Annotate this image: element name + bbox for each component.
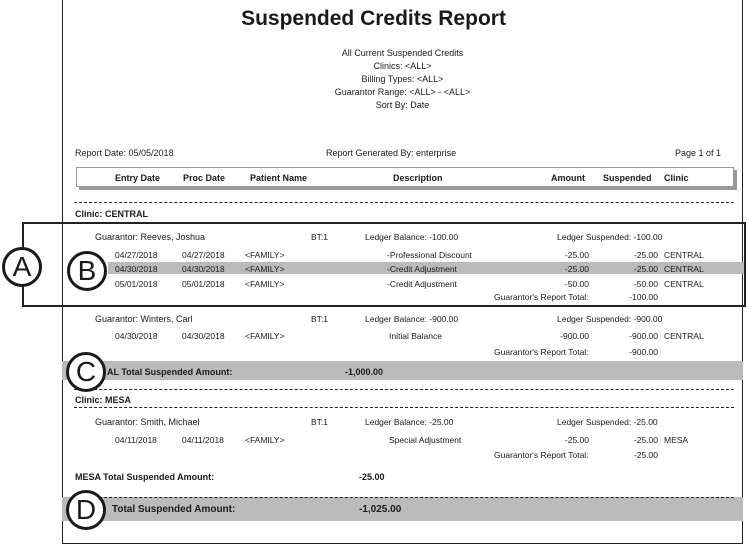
guarantor-name: Guarantor: Reeves, Joshua: [95, 232, 206, 242]
suspended: -25.00: [633, 250, 658, 260]
divider: [74, 202, 734, 203]
guarantor-total-label: Guarantor's Report Total:: [494, 347, 589, 357]
amount: -50.00: [564, 279, 589, 289]
guarantor-total-label: Guarantor's Report Total:: [494, 292, 589, 302]
clinic: CENTRAL: [664, 250, 704, 260]
report-generated-by: Report Generated By: enterprise: [326, 148, 457, 158]
divider: [74, 389, 734, 390]
guarantor-name: Guarantor: Smith, Michael: [95, 417, 200, 427]
ledger-suspended: Ledger Suspended: -900.00: [557, 314, 663, 324]
subtitle-clinics: Clinics: <ALL>: [373, 61, 432, 71]
report-date: Report Date: 05/05/2018: [75, 148, 174, 158]
page-number: Page 1 of 1: [675, 148, 722, 158]
subtitle-billing-types: Billing Types: <ALL>: [361, 74, 444, 84]
guarantor-total: -100.00: [629, 292, 658, 302]
clinic-total-label: AL Total Suspended Amount:: [107, 367, 233, 377]
divider: [74, 497, 734, 498]
patient-name: <FAMILY>: [245, 279, 285, 289]
ledger-suspended: Ledger Suspended: -100.00: [557, 232, 663, 242]
clinic-total-value: -25.00: [359, 472, 385, 482]
divider: [74, 407, 734, 408]
description: Special Adjustment: [389, 435, 462, 445]
proc-date: 04/30/2018: [182, 331, 225, 341]
suspended: -25.00: [633, 435, 658, 445]
description: Initial Balance: [389, 331, 442, 341]
subtitle-guarantor-range: Guarantor Range: <ALL> - <ALL>: [334, 87, 471, 97]
entry-date: 04/30/2018: [115, 264, 158, 274]
ledger-suspended: Ledger Suspended: -25.00: [557, 417, 658, 427]
amount: -25.00: [564, 264, 589, 274]
clinic-total-label: MESA Total Suspended Amount:: [75, 472, 215, 482]
guarantor-total: -900.00: [629, 347, 658, 357]
guarantor-name: Guarantor: Winters, Carl: [95, 314, 193, 324]
callout-a-marker: A: [2, 247, 42, 287]
col-patient-name: Patient Name: [250, 173, 308, 183]
entry-date: 05/01/2018: [115, 279, 158, 289]
amount: -900.00: [560, 331, 589, 341]
description: -Credit Adjustment: [387, 279, 457, 289]
clinic: CENTRAL: [664, 331, 704, 341]
ledger-balance: Ledger Balance: -100.00: [365, 232, 459, 242]
guarantor-total-label: Guarantor's Report Total:: [494, 450, 589, 460]
col-proc-date: Proc Date: [183, 173, 226, 183]
description: -Credit Adjustment: [387, 264, 457, 274]
subtitle-line: All Current Suspended Credits: [341, 48, 464, 58]
col-entry-date: Entry Date: [115, 173, 161, 183]
col-amount: Amount: [551, 173, 585, 183]
callout-c-marker: C: [66, 352, 106, 392]
callout-b-marker: B: [67, 251, 107, 291]
clinic: CENTRAL: [664, 264, 704, 274]
suspended: -25.00: [633, 264, 658, 274]
grand-total-value: -1,025.00: [359, 504, 402, 515]
billing-type: BT:1: [311, 232, 329, 242]
entry-date: 04/11/2018: [115, 435, 157, 445]
guarantor-total: -25.00: [633, 450, 658, 460]
amount: -25.00: [564, 250, 589, 260]
ledger-balance: Ledger Balance: -900.00: [365, 314, 459, 324]
col-clinic: Clinic: [664, 173, 689, 183]
suspended: -50.00: [633, 279, 658, 289]
ledger-balance: Ledger Balance: -25.00: [365, 417, 454, 427]
patient-name: <FAMILY>: [245, 331, 285, 341]
billing-type: BT:1: [311, 314, 329, 324]
clinic: CENTRAL: [664, 279, 704, 289]
clinic-label-central: Clinic: CENTRAL: [75, 209, 148, 219]
subtitle-sort-by: Sort By: Date: [375, 100, 430, 110]
proc-date: 04/30/2018: [182, 264, 225, 274]
col-suspended: Suspended: [603, 173, 652, 183]
clinic-label-mesa: Clinic: MESA: [75, 395, 132, 405]
patient-name: <FAMILY>: [245, 264, 285, 274]
billing-type: BT:1: [311, 417, 329, 427]
callout-d-marker: D: [66, 490, 106, 530]
col-description: Description: [393, 173, 443, 183]
entry-date: 04/27/2018: [115, 250, 158, 260]
clinic: MESA: [664, 435, 689, 445]
suspended: -900.00: [629, 331, 658, 341]
proc-date: 04/11/2018: [182, 435, 224, 445]
patient-name: <FAMILY>: [245, 250, 285, 260]
grand-total-label: Total Suspended Amount:: [112, 504, 236, 515]
amount: -25.00: [564, 435, 589, 445]
proc-date: 05/01/2018: [182, 279, 225, 289]
clinic-total-value: -1,000.00: [345, 367, 384, 377]
patient-name: <FAMILY>: [245, 435, 285, 445]
report-title: Suspended Credits Report: [241, 7, 506, 30]
description: -Professional Discount: [387, 250, 473, 260]
entry-date: 04/30/2018: [115, 331, 158, 341]
proc-date: 04/27/2018: [182, 250, 225, 260]
